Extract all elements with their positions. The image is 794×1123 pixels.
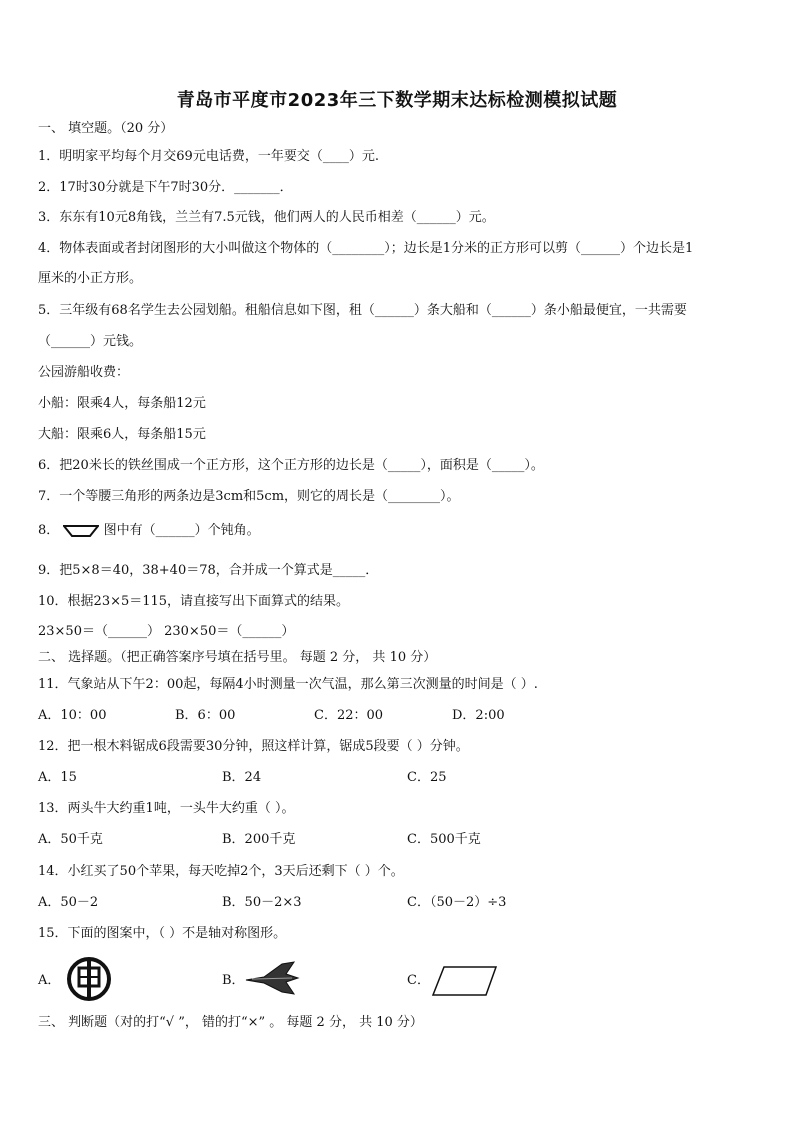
q15-option-c-label: C． bbox=[407, 973, 430, 988]
question-3: 3．东东有10元8角钱，兰兰有7.5元钱，他们两人的人民币相差（______）元。 bbox=[38, 210, 495, 225]
q12-option-c: C．25 bbox=[407, 770, 447, 785]
question-6: 6．把20米长的铁丝围成一个正方形，这个正方形的边长是（_____），面积是（_____）。 bbox=[38, 458, 544, 473]
boat-fee-heading: 公园游船收费： bbox=[38, 365, 130, 380]
question-14: 14．小红买了50个苹果，每天吃掉2个，3天后还剩下（ ）个。 bbox=[38, 864, 404, 879]
small-boat-fee: 小船：限乘4人，每条船12元 bbox=[38, 396, 206, 411]
q14-option-a: A．50－2 bbox=[38, 895, 99, 910]
parallelogram-icon bbox=[430, 964, 500, 998]
trapezoid-icon bbox=[63, 524, 99, 538]
section-heading-fill-in: 一、 填空题。（20 分） bbox=[38, 121, 174, 136]
question-4-line-1: 4．物体表面或者封闭图形的大小叫做这个物体的（________）；边长是1分米的正方形可以剪（______）个边长是1 bbox=[38, 241, 694, 256]
q14-option-b: B．50－2×3 bbox=[222, 895, 302, 910]
question-8-text: 图中有（______）个钝角。 bbox=[103, 523, 260, 538]
q13-option-b: B．200千克 bbox=[222, 832, 296, 847]
q12-option-a: A．15 bbox=[38, 770, 77, 785]
question-8 bbox=[38, 523, 758, 539]
q15-option-b-label: B． bbox=[222, 973, 245, 988]
q14-option-c: C．（50－2）÷3 bbox=[407, 895, 507, 910]
page-title: 青岛市平度市2023年三下数学期末达标检测模拟试题 bbox=[176, 90, 618, 111]
q15-option-a-label: A． bbox=[38, 973, 61, 988]
question-10-formulas: 23×50＝（______） 230×50＝（______） bbox=[38, 624, 295, 639]
q12-option-b: B．24 bbox=[222, 770, 262, 785]
question-9: 9．把5×8＝40，38+40＝78，合并成一个算式是_____． bbox=[38, 563, 379, 578]
question-7: 7．一个等腰三角形的两条边是3cm和5cm，则它的周长是（________）。 bbox=[38, 489, 460, 504]
section-heading-true-false: 三、 判断题（对的打“√ ”， 错的打“×” 。 每题 2 分， 共 10 分） bbox=[38, 1015, 423, 1030]
q11-option-d: D．2:00 bbox=[452, 708, 505, 723]
question-8-number: 8． bbox=[38, 523, 60, 538]
question-1: 1．明明家平均每个月交69元电话费，一年要交（____）元. bbox=[38, 149, 379, 164]
question-11: 11．气象站从下午2：00起，每隔4小时测量一次气温，那么第三次测量的时间是（ ）. bbox=[38, 677, 538, 692]
q11-option-c: C．22：00 bbox=[314, 708, 384, 723]
question-2: 2．17时30分就是下午7时30分．_______． bbox=[38, 180, 293, 195]
question-5-line-1: 5．三年级有68名学生去公园划船。租船信息如下图，租（______）条大船和（______）条小船最便宜，一共需要 bbox=[38, 303, 687, 318]
q11-option-b: B．6：00 bbox=[175, 708, 236, 723]
section-heading-choice: 二、 选择题。（把正确答案序号填在括号里。 每题 2 分， 共 10 分） bbox=[38, 650, 437, 665]
bank-logo-icon bbox=[64, 956, 114, 1002]
question-10: 10．根据23×5＝115，请直接写出下面算式的结果。 bbox=[38, 594, 350, 609]
question-12: 12．把一根木料锯成6段需要30分钟，照这样计算，锯成5段要（ ）分钟。 bbox=[38, 739, 469, 754]
q11-option-a: A．10：00 bbox=[38, 708, 107, 723]
question-15: 15．下面的图案中，（ ）不是轴对称图形。 bbox=[38, 926, 287, 941]
question-4-line-2: 厘米的小正方形。 bbox=[38, 271, 143, 286]
question-13: 13．两头牛大约重1吨，一头牛大约重（ ）。 bbox=[38, 801, 295, 816]
question-5-line-2: （______）元钱。 bbox=[38, 334, 143, 349]
q13-option-a: A．50千克 bbox=[38, 832, 103, 847]
large-boat-fee: 大船：限乘6人，每条船15元 bbox=[38, 427, 206, 442]
fighter-jet-icon bbox=[244, 958, 300, 998]
q13-option-c: C．500千克 bbox=[407, 832, 481, 847]
